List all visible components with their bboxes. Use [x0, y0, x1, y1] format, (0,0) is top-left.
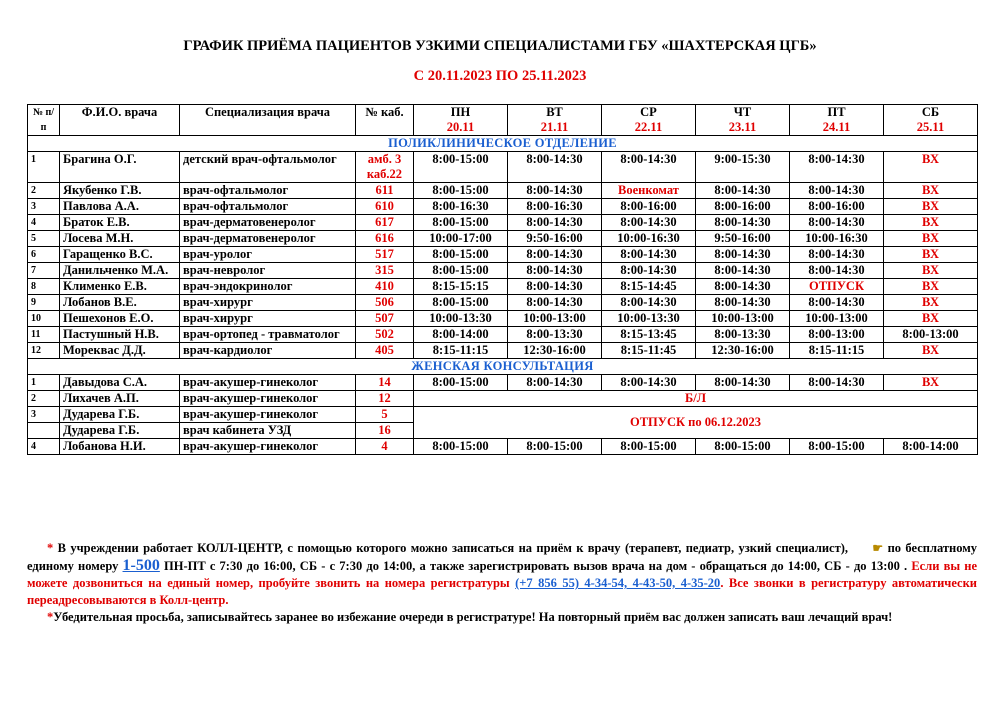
schedule-cell: 8:00-14:30: [602, 215, 696, 231]
doctor-specialty: врач-дерматовенеролог: [180, 215, 356, 231]
schedule-cell: 8:00-15:00: [414, 152, 508, 183]
schedule-cell: 8:00-14:30: [508, 183, 602, 199]
room-number: 507: [356, 311, 414, 327]
header-spec: Специализация врача: [180, 105, 356, 136]
schedule-cell: 8:00-16:00: [696, 199, 790, 215]
doctor-specialty: врач-эндокринолог: [180, 279, 356, 295]
room-number: амб. 3 каб.22: [356, 152, 414, 183]
schedule-cell: 8:00-15:00: [414, 439, 508, 455]
doctor-specialty: врач-акушер-гинеколог: [180, 391, 356, 407]
date-range: С 20.11.2023 ПО 25.11.2023: [413, 68, 587, 84]
schedule-cell: ОТПУСК: [790, 279, 884, 295]
schedule-cell: ВХ: [884, 263, 978, 279]
schedule-cell: 8:00-14:30: [790, 375, 884, 391]
table-row: [28, 263, 978, 279]
header-num: № п/п: [28, 105, 60, 136]
schedule-cell: ВХ: [884, 215, 978, 231]
schedule-cell: 8:00-14:30: [602, 152, 696, 183]
doctor-name: Браток Е.В.: [60, 215, 180, 231]
schedule-cell: 8:00-15:00: [602, 439, 696, 455]
schedule-cell: 8:00-16:30: [508, 199, 602, 215]
room-number: 16: [356, 423, 414, 439]
schedule-cell: 8:15-11:45: [602, 343, 696, 359]
doctor-specialty: врач-акушер-гинеколог: [180, 439, 356, 455]
header-day: СР 22.11: [602, 105, 696, 136]
table-row: [28, 327, 978, 343]
schedule-cell: 8:00-14:30: [790, 247, 884, 263]
schedule-cell: 8:00-13:00: [884, 327, 978, 343]
table-row: [28, 375, 978, 391]
row-number: 1: [28, 375, 60, 391]
row-number: 9: [28, 295, 60, 311]
notes: [27, 540, 977, 626]
doctor-name: Дударева Г.Б.: [60, 423, 180, 439]
section-row: [28, 359, 978, 375]
doctor-name: Лосева М.Н.: [60, 231, 180, 247]
schedule-cell: ВХ: [884, 152, 978, 183]
schedule-cell: 8:00-14:30: [790, 263, 884, 279]
doctor-specialty: детский врач-офтальмолог: [180, 152, 356, 183]
schedule-cell: 10:00-13:30: [602, 311, 696, 327]
schedule-cell: 8:00-15:00: [414, 215, 508, 231]
schedule-cell: 8:00-14:30: [508, 263, 602, 279]
doctor-name: Пешехонов Е.О.: [60, 311, 180, 327]
schedule-cell: 8:00-15:00: [414, 295, 508, 311]
schedule-cell: 8:00-14:30: [696, 183, 790, 199]
schedule-cell: 8:00-15:00: [508, 439, 602, 455]
section-title: ПОЛИКЛИНИЧЕСКОЕ ОТДЕЛЕНИЕ: [28, 136, 978, 152]
table-row: [28, 199, 978, 215]
table-row: [28, 183, 978, 199]
schedule-cell: ВХ: [884, 247, 978, 263]
section-row: [28, 136, 978, 152]
schedule-cell: 10:00-13:00: [696, 311, 790, 327]
row-number: 2: [28, 391, 60, 407]
doctor-specialty: врач-офтальмолог: [180, 199, 356, 215]
doctor-specialty: врач-невролог: [180, 263, 356, 279]
doctor-specialty: врач-хирург: [180, 311, 356, 327]
row-number: 1: [28, 152, 60, 183]
header-name: Ф.И.О. врача: [60, 105, 180, 136]
doctor-name: Лобанова Н.И.: [60, 439, 180, 455]
doctor-specialty: врач-дерматовенеролог: [180, 231, 356, 247]
schedule-cell: 8:15-14:45: [602, 279, 696, 295]
schedule-cell: 8:00-14:30: [696, 263, 790, 279]
doctor-specialty: врач кабинета УЗД: [180, 423, 356, 439]
schedule-cell: 8:00-15:00: [696, 439, 790, 455]
schedule-cell: 10:00-17:00: [414, 231, 508, 247]
note-request: *Убедительная просьба, записывайтесь заранее во избежание очереди в регистратуре! На повторный приём вас должен записать ваш лечащий врач!: [47, 610, 893, 624]
schedule-cell: ВХ: [884, 295, 978, 311]
schedule-cell: 8:00-13:00: [790, 327, 884, 343]
room-number: 502: [356, 327, 414, 343]
schedule-cell: 12:30-16:00: [508, 343, 602, 359]
row-number: 12: [28, 343, 60, 359]
row-number: 2: [28, 183, 60, 199]
table-row: [28, 247, 978, 263]
room-number: 12: [356, 391, 414, 407]
pointing-hand-icon: ☛: [872, 541, 884, 555]
doctor-specialty: врач-хирург: [180, 295, 356, 311]
schedule-cell: 8:00-14:30: [508, 279, 602, 295]
room-number: 405: [356, 343, 414, 359]
room-number: 517: [356, 247, 414, 263]
schedule-cell: Военкомат: [602, 183, 696, 199]
room-number: 315: [356, 263, 414, 279]
schedule-cell: 8:00-14:30: [508, 295, 602, 311]
table-row: [28, 295, 978, 311]
schedule-cell: ВХ: [884, 183, 978, 199]
schedule-cell: ВХ: [884, 279, 978, 295]
room-number: 5: [356, 407, 414, 423]
schedule-cell: 12:30-16:00: [696, 343, 790, 359]
schedule-cell: 10:00-16:30: [790, 231, 884, 247]
header-room: № каб.: [356, 105, 414, 136]
header-row: [28, 105, 978, 136]
schedule-cell: 10:00-13:00: [508, 311, 602, 327]
callcenter-phone-link[interactable]: 1-500: [122, 557, 160, 574]
row-number: 10: [28, 311, 60, 327]
schedule-cell: 8:00-14:30: [602, 295, 696, 311]
schedule-cell: 8:15-15:15: [414, 279, 508, 295]
page-title: ГРАФИК ПРИЁМА ПАЦИЕНТОВ УЗКИМИ СПЕЦИАЛИСТАМИ ГБУ «ШАХТЕРСКАЯ ЦГБ»: [183, 38, 817, 54]
schedule-cell: 8:00-14:30: [696, 375, 790, 391]
schedule-cell: 8:00-13:30: [696, 327, 790, 343]
doctor-specialty: врач-кардиолог: [180, 343, 356, 359]
doctor-specialty: врач-офтальмолог: [180, 183, 356, 199]
room-number: 616: [356, 231, 414, 247]
room-number: 617: [356, 215, 414, 231]
doctor-name: Давыдова С.А.: [60, 375, 180, 391]
table-row: [28, 407, 978, 423]
schedule-cell: 8:00-14:30: [696, 279, 790, 295]
room-number: 14: [356, 375, 414, 391]
schedule-cell: ВХ: [884, 343, 978, 359]
schedule-cell: 8:00-14:30: [696, 295, 790, 311]
doctor-name: Лобанов В.Е.: [60, 295, 180, 311]
schedule-cell: 8:00-14:30: [508, 247, 602, 263]
schedule-cell: 8:15-11:15: [414, 343, 508, 359]
schedule-cell: 9:00-15:30: [696, 152, 790, 183]
schedule-cell: 8:00-16:00: [602, 199, 696, 215]
row-number: 4: [28, 439, 60, 455]
schedule-cell: 8:00-16:30: [414, 199, 508, 215]
row-number: 7: [28, 263, 60, 279]
schedule-cell: 8:00-14:30: [602, 263, 696, 279]
schedule-cell: 9:50-16:00: [508, 231, 602, 247]
row-number: 8: [28, 279, 60, 295]
schedule-cell: 10:00-16:30: [602, 231, 696, 247]
row-number: 4: [28, 215, 60, 231]
schedule-cell: 8:00-14:00: [884, 439, 978, 455]
schedule-cell: 10:00-13:30: [414, 311, 508, 327]
doctor-name: Лихачев А.П.: [60, 391, 180, 407]
schedule-cell: 8:00-14:30: [790, 152, 884, 183]
header-day: СБ 25.11: [884, 105, 978, 136]
doctor-name: Данильченко М.А.: [60, 263, 180, 279]
room-number: 506: [356, 295, 414, 311]
note-callcenter: * В учреждении работает КОЛЛ-ЦЕНТР, с помощью которого можно записаться на приём к врачу (терапевт, педиатр, узкий специалист), ☛ по бесплатному единому номеру 1-500 ПН-ПТ с 7:30 до 16:00, СБ - с 7:30 до 14:00, а также зарегистрировать вызов врача на дом - обращаться до 14:00, СБ - до 13:00 . Если вы не можете дозвониться на единый номер, пробуйте звонить на номера регистратуры (+7 856 55) 4-34-54, 4-43-50, 4-35-20. Все звонки в регистратуру автоматически переадресовываются в Колл-центр.: [27, 541, 978, 607]
doctor-name: Дударева Г.Б.: [60, 407, 180, 423]
row-number: 11: [28, 327, 60, 343]
doctor-specialty: врач-акушер-гинеколог: [180, 375, 356, 391]
vacation-note: ОТПУСК по 06.12.2023: [414, 407, 978, 439]
schedule-cell: 8:00-15:00: [790, 439, 884, 455]
table-row: [28, 231, 978, 247]
schedule-cell: 8:00-14:30: [508, 215, 602, 231]
room-number: 610: [356, 199, 414, 215]
schedule-cell: 8:00-14:30: [790, 295, 884, 311]
schedule-cell: 8:15-11:15: [790, 343, 884, 359]
sick-leave-note: Б/Л: [414, 391, 978, 407]
schedule-cell: ВХ: [884, 311, 978, 327]
schedule-cell: 8:00-14:30: [790, 183, 884, 199]
schedule-cell: 8:00-15:00: [414, 263, 508, 279]
room-number: 410: [356, 279, 414, 295]
schedule-cell: 8:00-16:00: [790, 199, 884, 215]
schedule-cell: 8:00-14:30: [508, 375, 602, 391]
header-day: ВТ 21.11: [508, 105, 602, 136]
table-row: [28, 439, 978, 455]
doctor-name: Мореквас Д.Д.: [60, 343, 180, 359]
registry-phones-link[interactable]: (+7 856 55) 4-34-54, 4-43-50, 4-35-20: [515, 576, 721, 590]
schedule-cell: 8:00-14:30: [602, 247, 696, 263]
row-number: 6: [28, 247, 60, 263]
schedule-cell: ВХ: [884, 231, 978, 247]
doctor-specialty: врач-акушер-гинеколог: [180, 407, 356, 423]
schedule-cell: 8:00-15:00: [414, 247, 508, 263]
schedule-table: [27, 104, 978, 455]
table-row: [28, 152, 978, 183]
schedule-cell: ВХ: [884, 199, 978, 215]
table-row: [28, 343, 978, 359]
room-number: 611: [356, 183, 414, 199]
table-row: [28, 215, 978, 231]
doctor-specialty: врач-ортопед - травматолог: [180, 327, 356, 343]
schedule-cell: 8:00-14:00: [414, 327, 508, 343]
doctor-name: Брагина О.Г.: [60, 152, 180, 183]
table-row: [28, 311, 978, 327]
doctor-name: Якубенко Г.В.: [60, 183, 180, 199]
doctor-name: Павлова А.А.: [60, 199, 180, 215]
schedule-cell: 8:00-13:30: [508, 327, 602, 343]
doctor-name: Клименко Е.В.: [60, 279, 180, 295]
schedule-cell: 8:00-14:30: [696, 215, 790, 231]
schedule-cell: 8:00-14:30: [790, 215, 884, 231]
doctor-name: Гаращенко В.С.: [60, 247, 180, 263]
row-number: 3: [28, 199, 60, 215]
schedule-cell: 8:00-14:30: [508, 152, 602, 183]
table-row: [28, 391, 978, 407]
schedule-cell: 8:00-14:30: [602, 375, 696, 391]
header-day: ПТ 24.11: [790, 105, 884, 136]
schedule-cell: 9:50-16:00: [696, 231, 790, 247]
header-day: ПН 20.11: [414, 105, 508, 136]
row-number: [28, 423, 60, 439]
table-row: [28, 279, 978, 295]
header-day: ЧТ 23.11: [696, 105, 790, 136]
doctor-specialty: врач-уролог: [180, 247, 356, 263]
schedule-cell: 8:15-13:45: [602, 327, 696, 343]
schedule-cell: 8:00-15:00: [414, 375, 508, 391]
schedule-cell: ВХ: [884, 375, 978, 391]
schedule-cell: 8:00-15:00: [414, 183, 508, 199]
section-title: ЖЕНСКАЯ КОНСУЛЬТАЦИЯ: [28, 359, 978, 375]
schedule-cell: 10:00-13:00: [790, 311, 884, 327]
row-number: 5: [28, 231, 60, 247]
schedule-cell: 8:00-14:30: [696, 247, 790, 263]
room-number: 4: [356, 439, 414, 455]
row-number: 3: [28, 407, 60, 423]
doctor-name: Пастушный Н.В.: [60, 327, 180, 343]
